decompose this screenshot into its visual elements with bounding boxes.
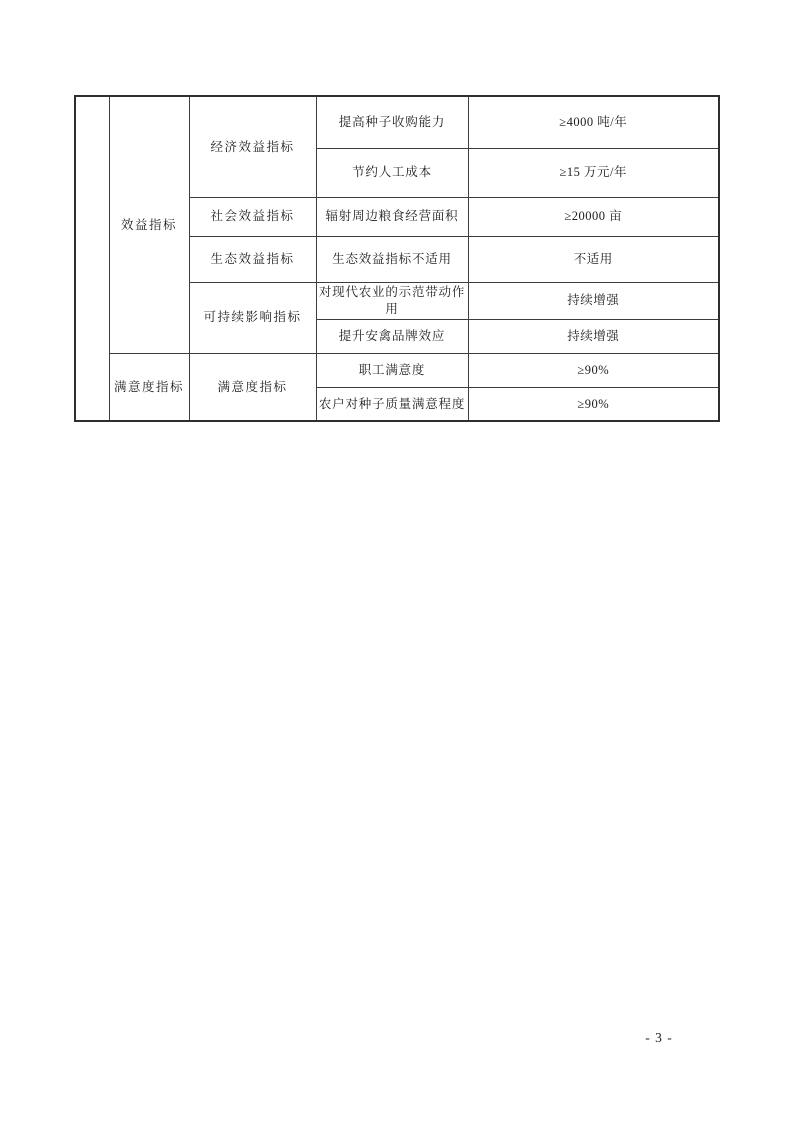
target-value-cell: ≥90% bbox=[468, 387, 719, 421]
table-row bbox=[75, 96, 719, 148]
indicator-cell: 提升安禽品牌效应 bbox=[316, 319, 468, 353]
performance-indicator-table bbox=[74, 95, 720, 422]
indicator-cell: 生态效益指标不适用 bbox=[316, 236, 468, 282]
page-number: - 3 - bbox=[645, 1030, 673, 1045]
subcategory-cell-sustainable-impact: 可持续影响指标 bbox=[189, 282, 316, 353]
target-value-cell: ≥20000 亩 bbox=[468, 197, 719, 236]
indicator-cell: 职工满意度 bbox=[316, 353, 468, 387]
target-value-cell: ≥90% bbox=[468, 353, 719, 387]
category-cell-satisfaction-indicators: 满意度指标 bbox=[109, 353, 189, 421]
indicator-cell: 农户对种子质量满意程度 bbox=[316, 387, 468, 421]
target-value-cell: 持续增强 bbox=[468, 319, 719, 353]
indicator-cell: 辐射周边粮食经营面积 bbox=[316, 197, 468, 236]
indicator-cell: 节约人工成本 bbox=[316, 148, 468, 197]
indicator-cell: 对现代农业的示范带动作用 bbox=[316, 282, 468, 319]
blank-spanner-cell bbox=[75, 96, 109, 421]
target-value-cell: 持续增强 bbox=[468, 282, 719, 319]
subcategory-cell-satisfaction: 满意度指标 bbox=[189, 353, 316, 421]
subcategory-cell-economic-benefit: 经济效益指标 bbox=[189, 96, 316, 197]
category-cell-benefit-indicators: 效益指标 bbox=[109, 96, 189, 353]
subcategory-cell-ecological-benefit: 生态效益指标 bbox=[189, 236, 316, 282]
target-value-cell: ≥4000 吨/年 bbox=[468, 96, 719, 148]
target-value-cell: ≥15 万元/年 bbox=[468, 148, 719, 197]
target-value-cell: 不适用 bbox=[468, 236, 719, 282]
subcategory-cell-social-benefit: 社会效益指标 bbox=[189, 197, 316, 236]
indicator-cell: 提高种子收购能力 bbox=[316, 96, 468, 148]
table-row bbox=[75, 353, 719, 387]
